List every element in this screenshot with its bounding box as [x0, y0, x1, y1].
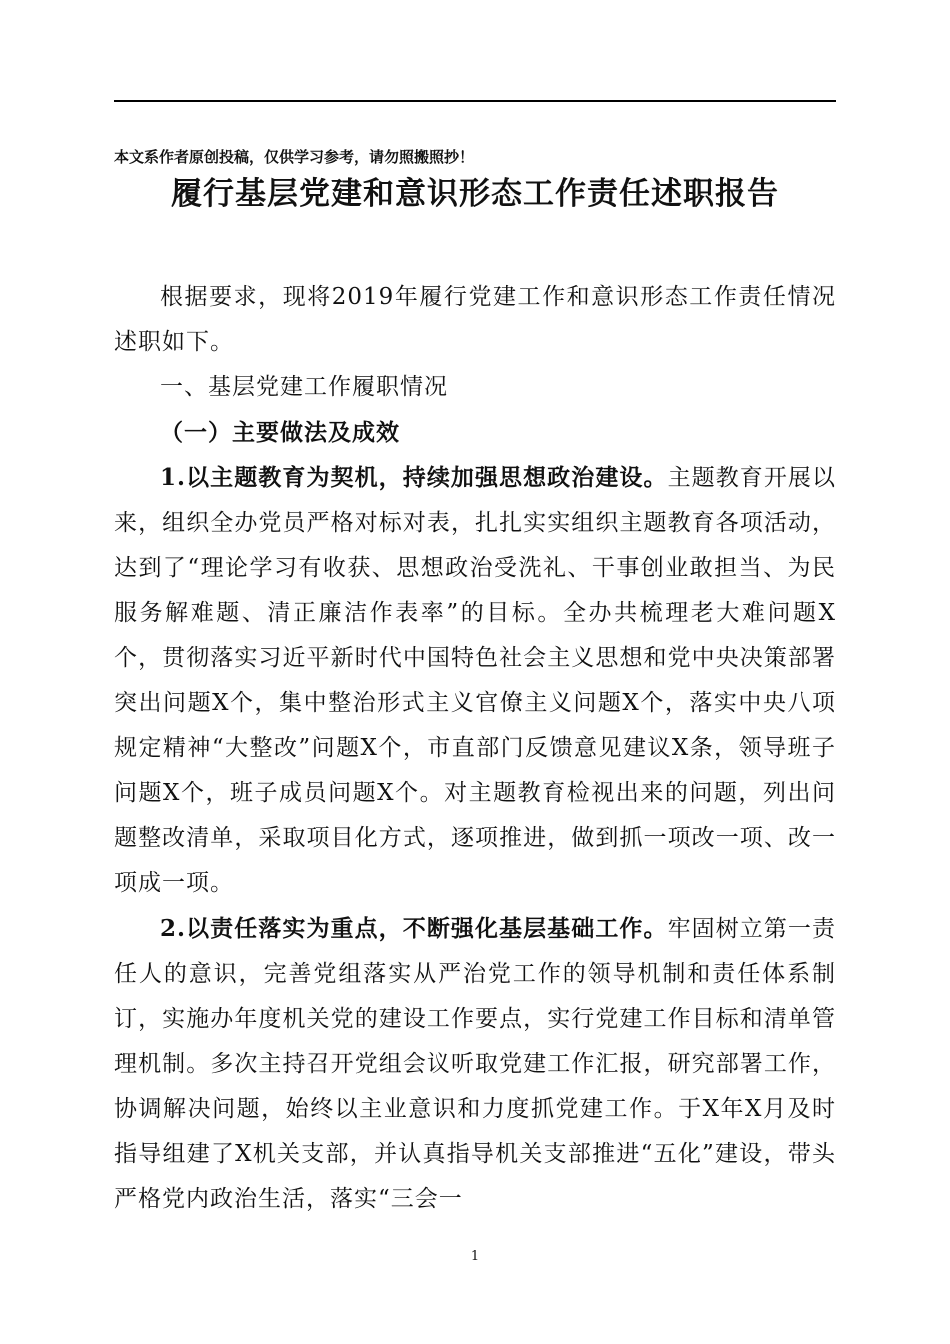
item-body-1: 主题教育开展以来，组织全办党员严格对标对表，扎扎实实组织主题教育各项活动，达到了“理论学习有收获、思想政治受洗礼、干事创业敢担当、为民服务解难题、清正廉洁作表率”的目标。全办共梳理老大难问题X个，贯彻落实习近平新时代中国特色社会主义思想和党中央决策部署突出问题X个，集中整治形式主义官僚主义问题X个，落实中央八项规定精神“大整改”问题X个，市直部门反馈意见建议X条，领导班子问题X个，班子成员问题X个。对主题教育检视出来的问题，列出问题整改清单，采取项目化方式，逐项推进，做到抓一项改一项、改一项成一项。	[114, 465, 837, 896]
item-lead-1: 1.以主题教育为契机，持续加强思想政治建设。	[160, 464, 668, 491]
item-paragraph-1	[114, 455, 836, 906]
subsection-heading: （一）主要做法及成效	[160, 419, 400, 446]
item-body-2: 牢固树立第一责任人的意识，完善党组落实从严治党工作的领导机制和责任体系制订，实施办年度机关党的建设工作要点，实行党建工作目标和清单管理机制。多次主持召开党组会议听取党建工作汇报，研究部署工作，协调解决问题，始终以主业意识和力度抓党建工作。于X年X月及时指导组建了X机关支部，并认真指导机关支部推进“五化”建设，带头严格党内政治生活，落实“三会一	[114, 916, 837, 1212]
item-paragraph-2	[114, 906, 836, 1222]
page-number: 1	[470, 1249, 480, 1264]
document-title: 履行基层党建和意识形态工作责任述职报告	[171, 176, 779, 212]
copyright-notice: 本文系作者原创投稿，仅供学习参考，请勿照搬照抄！	[114, 148, 475, 166]
document-body	[114, 275, 836, 1222]
header-rule	[114, 100, 836, 102]
intro-paragraph: 根据要求，现将2019年履行党建工作和意识形态工作责任情况述职如下。	[114, 284, 836, 355]
section-heading: 一、基层党建工作履职情况	[160, 374, 448, 400]
item-lead-2: 2.以责任落实为重点，不断强化基层基础工作。	[160, 915, 668, 942]
